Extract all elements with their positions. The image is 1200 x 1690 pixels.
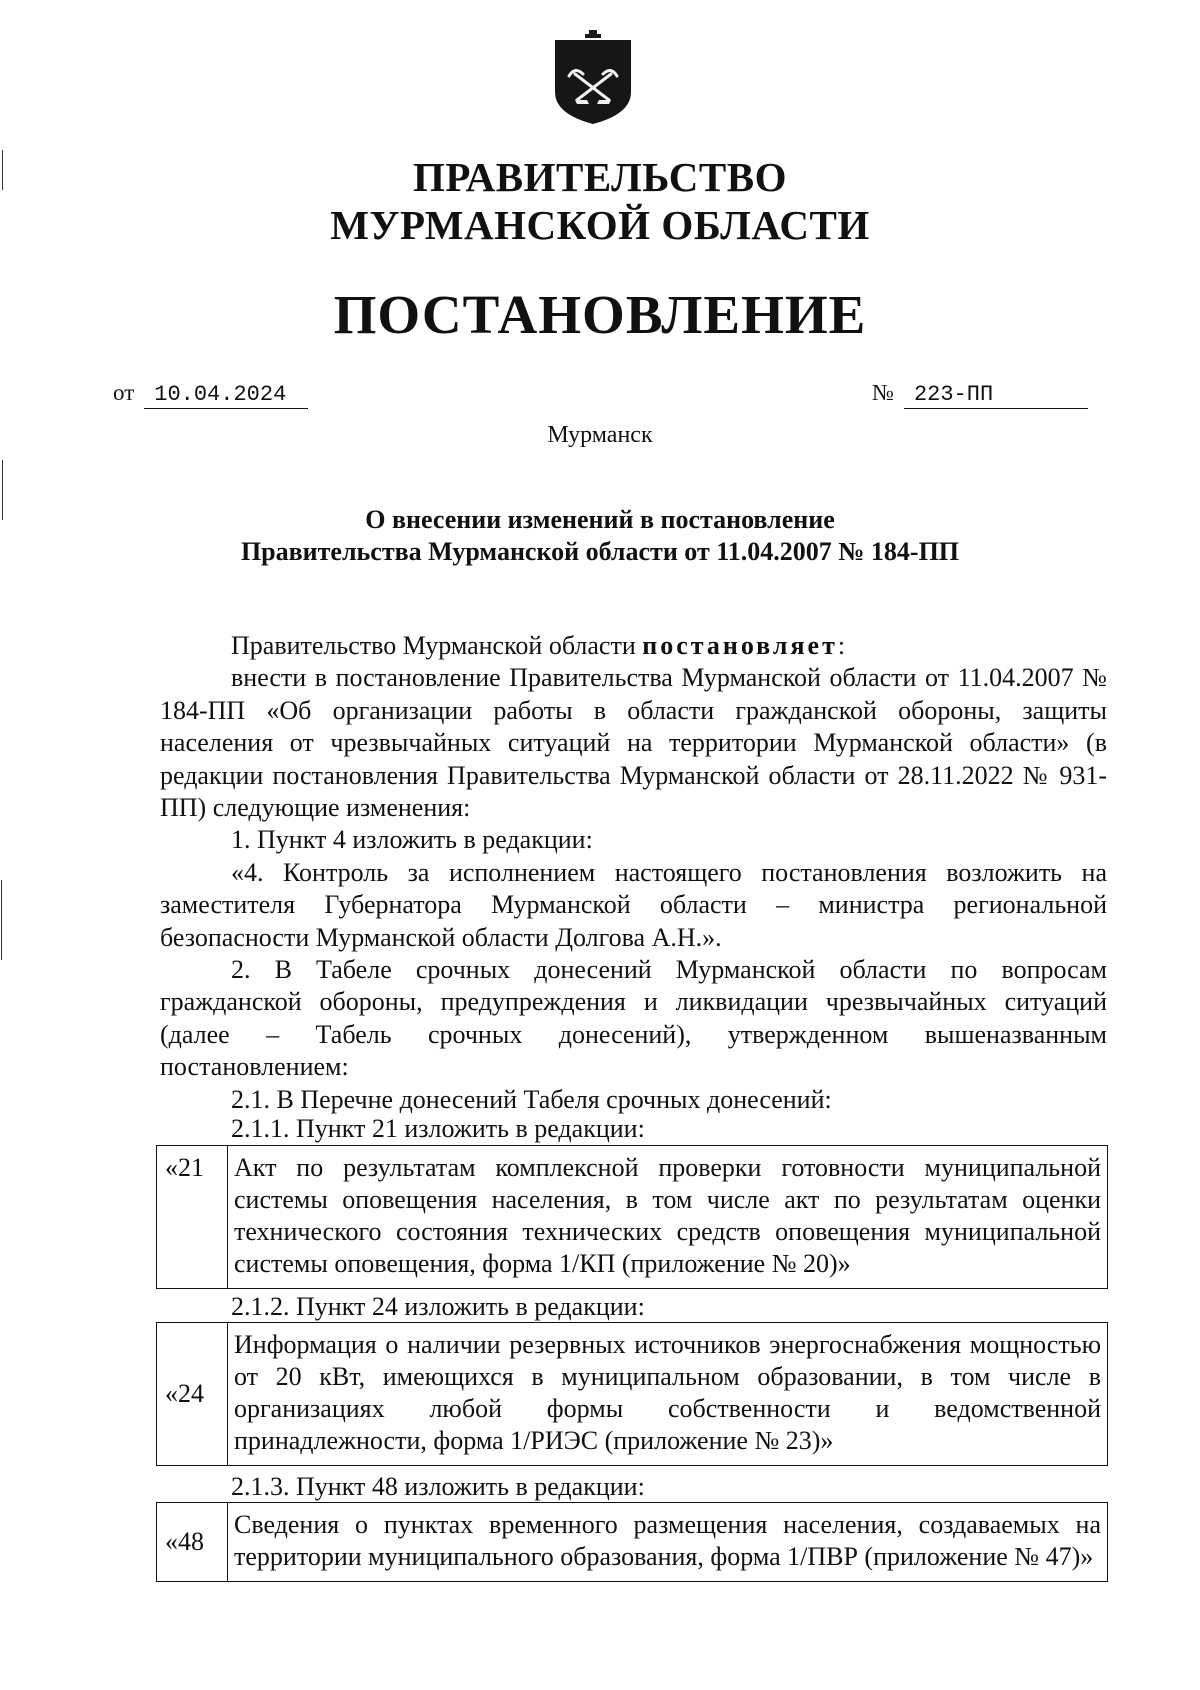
paragraph: 2.1. В Перечне донесений Табеля срочных донесений: [231, 1084, 832, 1114]
table-row [157, 1503, 1108, 1582]
intro-prefix: Правительство Мурманской области [231, 631, 643, 660]
item-label: 2.1.2. Пункт 24 изложить в редакции: [231, 1292, 645, 1321]
document-type-title: ПОСТАНОВЛЕНИЕ [333, 284, 867, 345]
date-value: 10.04.2024 [144, 382, 308, 409]
paragraph: 1. Пункт 4 изложить в редакции: [231, 825, 593, 855]
intro-verb: постановляет [642, 631, 838, 660]
paragraph: «4. Контроль за исполнением настоящего постановления возложить на заместителя Губернатора Мурманской области – министра региональной безопасности Мурманской области Долгова А.Н.». [160, 857, 1107, 952]
date-label: от [113, 380, 135, 405]
item-number: «21 [157, 1146, 228, 1289]
coat-of-arms-icon [553, 30, 633, 125]
subject-line1: О внесении изменений в постановление [365, 505, 835, 534]
organization-name-line1: ПРАВИТЕЛЬСТВО [412, 154, 788, 200]
document-number [872, 378, 1088, 409]
number-value: 223-ПП [904, 382, 1088, 409]
amended-item-table [156, 1145, 1108, 1289]
document-date [113, 378, 308, 409]
item-text: Сведения о пунктах временного размещения населения, создаваемых на территории муниципального образования, форма 1/ПВР (приложение № 47)» [228, 1503, 1108, 1582]
item-number: «48 [157, 1503, 228, 1582]
subject-line2: Правительства Мурманской области от 11.04.2007 № 184-ПП [240, 537, 960, 566]
intro-suffix: : [837, 631, 846, 660]
item-label: 2.1.1. Пункт 21 изложить в редакции: [231, 1114, 645, 1143]
item-label: 2.1.3. Пункт 48 изложить в редакции: [231, 1472, 645, 1501]
item-text: Акт по результатам комплексной проверки готовности муниципальной системы оповещения населения, в том числе акт по результатам оценки технического состояния технических средств оповещения муниципальной системы оповещения, форма 1/КП (приложение № 20)» [228, 1146, 1108, 1289]
number-label: № [872, 380, 894, 405]
resolution-intro [160, 630, 1107, 662]
item-text: Информация о наличии резервных источников энергоснабжения мощностью от 20 кВт, имеющихся в муниципальном образовании, в том числе в организациях любой формы собственности и ведомственной принадлежности, форма 1/РИЭС (приложение № 23)» [228, 1323, 1108, 1466]
city-name: Мурманск [547, 422, 653, 448]
table-row [157, 1323, 1108, 1466]
organization-name-line2: МУРМАНСКОЙ ОБЛАСТИ [330, 202, 870, 248]
body-text [160, 630, 1107, 1116]
table-row [157, 1146, 1108, 1289]
scan-edge-mark [1, 880, 2, 960]
amended-item-table [156, 1502, 1108, 1582]
paragraph: внести в постановление Правительства Мурманской области от 11.04.2007 № 184-ПП «Об организации работы в области гражданской обороны, защиты населения от чрезвычайных ситуаций на территории Мурманской области» (в редакции постановления Правительства Мурманской области от 28.11.2022 № 931-ПП) следующие изменения: [160, 663, 1107, 823]
item-number: «24 [157, 1323, 228, 1466]
paragraph: 2. В Табеле срочных донесений Мурманской области по вопросам гражданской обороны, предупреждения и ликвидации чрезвычайных ситуаций (далее – Табель срочных донесений), утвержденном вышеназванным постановлением: [160, 955, 1107, 1082]
amended-item-table [156, 1322, 1108, 1466]
